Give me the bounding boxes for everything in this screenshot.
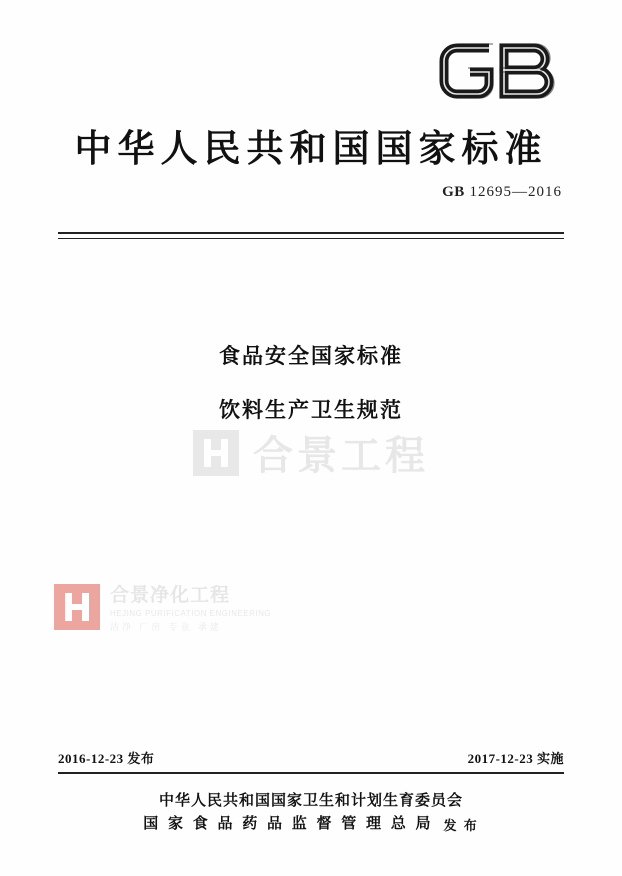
document-title-line-2: 饮料生产卫生规范 [219, 398, 403, 422]
document-titles [0, 340, 622, 448]
issuer-line-2: 国 家 食 品 药 品 监 督 管 理 总 局 [143, 815, 434, 832]
divider-top-thick [58, 232, 564, 234]
issue-date: 2016-12-23 发布 [58, 751, 155, 766]
divider-top-thin [58, 238, 564, 239]
effective-date: 2017-12-23 实施 [467, 751, 564, 766]
page-title: 中华人民共和国国家标准 [74, 129, 548, 170]
divider-bottom [58, 772, 564, 774]
watermark-corp-name-en: HEJING PURIFICATION ENGINEERING [110, 609, 272, 618]
publish-label: 发 布 [443, 818, 479, 833]
issuers-block [0, 790, 622, 835]
corporate-logo-icon [54, 584, 100, 630]
standard-number-prefix: GB [442, 184, 465, 200]
watermark-corporate [54, 580, 271, 633]
standard-number [0, 184, 562, 201]
watermark-center-text: 合景工程 [253, 433, 429, 478]
issuer-line-1: 中华人民共和国国家卫生和计划生育委员会 [158, 793, 463, 809]
gb-emblem-icon [0, 34, 564, 108]
dates-row [58, 748, 564, 767]
watermark-corp-tagline: 洁净 厂房 专业 承建 [110, 622, 222, 632]
standard-number-value: 12695—2016 [469, 184, 562, 200]
watermark-corp-name: 合景净化工程 [110, 585, 231, 606]
document-title-line-1: 食品安全国家标准 [219, 344, 403, 368]
